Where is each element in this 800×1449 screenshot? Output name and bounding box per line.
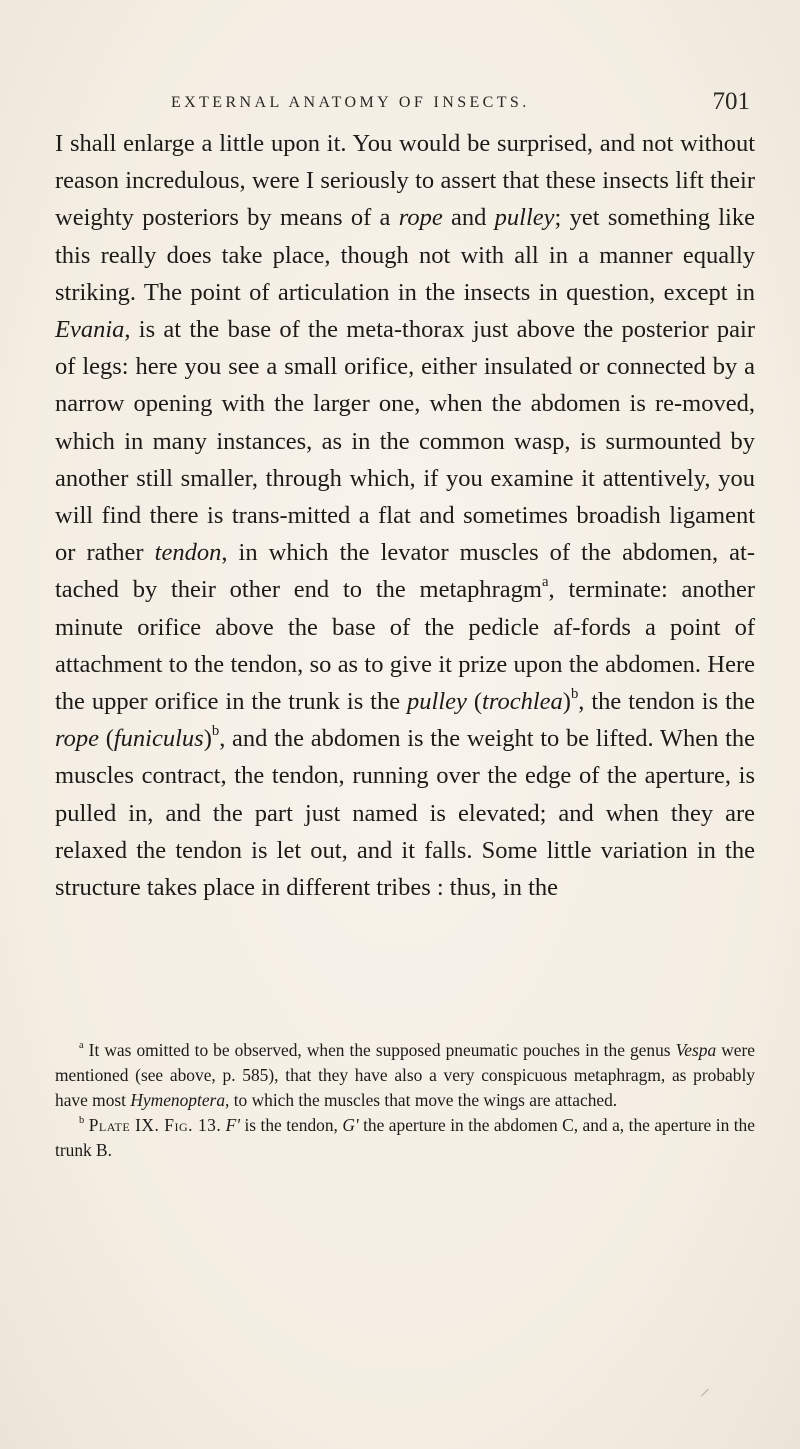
body-paragraph: I shall enlarge a little upon it. You would be surprised, and not without reason incredulous, were I seriously to assert that these insects lift their weighty posteriors by means of a rope and pulley; yet something like this really does take place, though not with all in a manner equally striking. The point of articulation in the insects in question, except in Evania, is at the base of the meta-thorax just above the posterior pair of legs: here you see a small orifice, either insulated or connected by a narrow opening with the larger one, when the abdomen is re-moved, which in many instances, as in the common wasp, is surmounted by another still smaller, through which, if you examine it attentively, you will find there is trans-mitted a flat and sometimes broadish ligament or rather tendon, in which the levator muscles of the abdomen, at-tached by their other end to the metaphragm$^a$, terminate: another minute orifice above the base of the pedicle af-fords a point of attachment to the tendon, so as to give it prize upon the abdomen. Here the upper orifice in the trunk is the pulley (trochlea)$^b$, the tendon is the rope (funiculus)$^b$, and the abdomen is the weight to be lifted. When the muscles contract, the tendon, running over the edge of the aperture, is pulled in, and the part just named is elevated; and when they are relaxed the tendon is let out, and it falls. Some little variation in the structure takes place in different tribes : thus, in the <box>55 130 756 902</box>
page-number: 701 <box>712 88 750 115</box>
footnote-ref-a: a <box>542 574 549 591</box>
footnotes <box>55 1038 755 1163</box>
italic-term-rope-2: rope <box>55 725 99 753</box>
footnote-ref-b-2: b <box>211 723 220 740</box>
figure-label-g: G' <box>342 1115 359 1135</box>
main-text <box>55 125 755 906</box>
plate-reference: Plate IX. Fig. 13. <box>88 1115 222 1135</box>
italic-term-hymenoptera: Hymenoptera <box>130 1090 226 1110</box>
running-head <box>56 88 750 118</box>
italic-term-tendon: tendon <box>154 539 222 567</box>
footnote-b: $^b$ Plate IX. Fig. 13. F' is the tendon, G' the aperture in the abdomen C, and a, the aperture in the trunk B. <box>55 1115 755 1160</box>
italic-term-pulley: pulley <box>494 204 555 232</box>
italic-term-evania: Evania <box>55 316 125 344</box>
italic-term-vespa: Vespa <box>675 1040 717 1060</box>
running-title: EXTERNAL ANATOMY OF INSECTS. <box>171 94 530 111</box>
footnote-marker-b: b <box>79 1115 85 1127</box>
italic-term-rope: rope <box>398 204 443 232</box>
footnote-ref-b-1: b <box>570 686 579 703</box>
stray-pencil-mark <box>701 1389 709 1397</box>
italic-term-funiculus: funiculus <box>113 725 204 753</box>
footnote-marker-a: a <box>79 1040 84 1052</box>
figure-label-f: F' <box>225 1115 240 1135</box>
italic-term-pulley-2: pulley <box>407 688 467 716</box>
footnote-a: $^a$ It was omitted to be observed, when the supposed pneumatic pouches in the genus Vespa were mentioned (see above, p. 585), that they have also a very conspicuous metaphragm, as probably have most Hymenoptera, to which the muscles that move the wings are attached. <box>55 1040 755 1110</box>
italic-term-trochlea: trochlea <box>482 688 563 716</box>
